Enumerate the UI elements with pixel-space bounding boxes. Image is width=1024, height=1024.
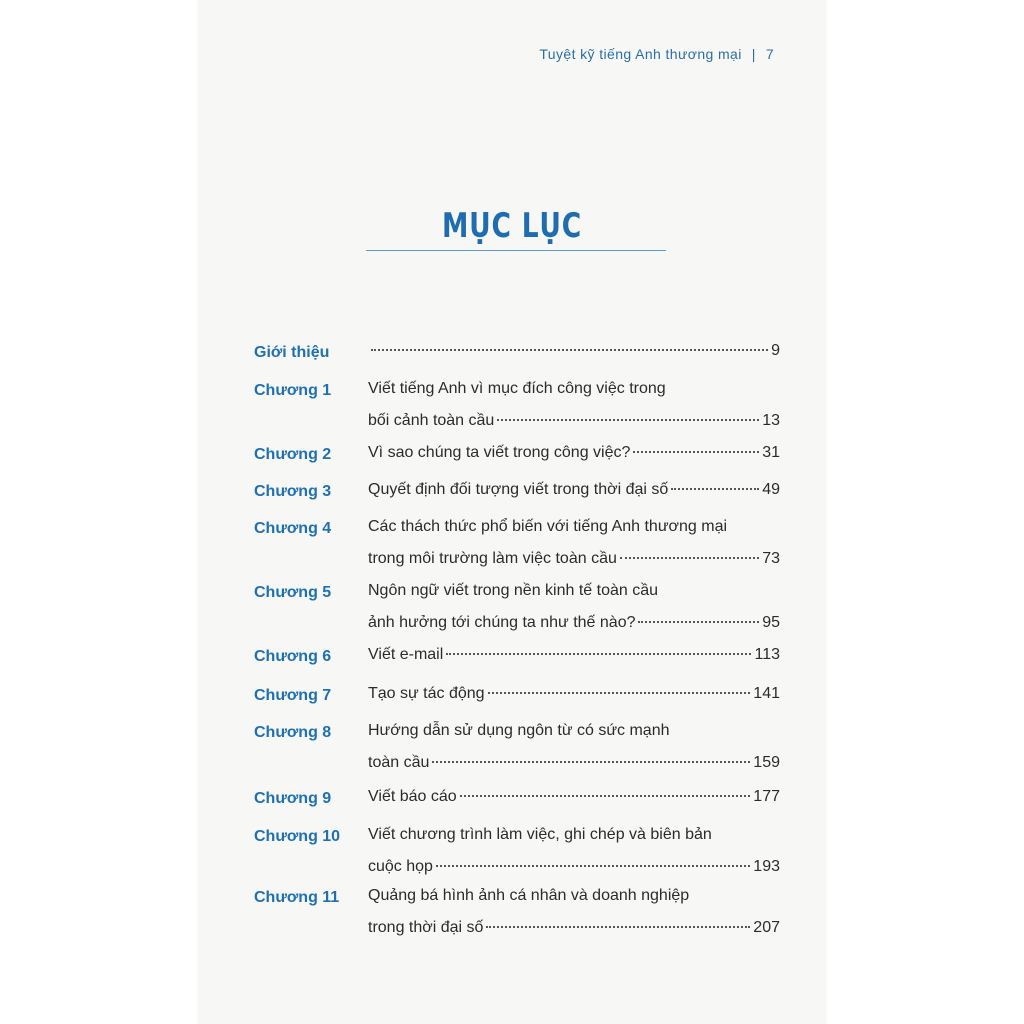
toc-entry-title: Viết e-mail: [368, 646, 444, 663]
toc-page-number: 13: [762, 412, 780, 429]
title-underline: [366, 250, 666, 251]
toc-entry-title: trong thời đại số: [368, 919, 484, 936]
dot-leader: [460, 795, 751, 797]
dot-leader: [446, 653, 751, 655]
toc-entry-title: ảnh hưởng tới chúng ta như thế nào?: [368, 614, 636, 631]
toc-page-number: 9: [771, 342, 780, 359]
toc-entry-title: Viết tiếng Anh vì mục đích công việc trong: [368, 380, 666, 397]
toc-entry-line: [368, 582, 780, 608]
toc-page-number: 113: [754, 646, 780, 663]
toc-entry-line: [368, 518, 780, 544]
toc-page-number: 159: [753, 754, 780, 771]
toc-entry-last-line: [368, 412, 780, 438]
toc-page-number: 73: [762, 550, 780, 567]
toc-page-number: 177: [753, 788, 780, 805]
toc-entry-line: [368, 380, 780, 406]
toc-entry-last-line: [368, 685, 780, 711]
toc-entry-label: Chương 11: [254, 889, 340, 906]
toc-entry-label: Chương 3: [254, 483, 332, 500]
toc-page-number: 207: [753, 919, 780, 936]
toc-entry-title: Viết báo cáo: [368, 788, 457, 805]
toc-entry-title: Quyết định đối tượng viết trong thời đại số: [368, 481, 669, 498]
toc-entry-label: Chương 7: [254, 687, 332, 704]
toc-entry-title: Vì sao chúng ta viết trong công việc?: [368, 444, 631, 461]
toc-entry-last-line: [368, 550, 780, 576]
toc-entry-last-line: [368, 614, 780, 640]
running-header: [516, 46, 774, 62]
toc-entry-last-line: [368, 858, 780, 884]
dot-leader: [371, 349, 768, 351]
header-separator: |: [751, 46, 756, 62]
toc-entry-title: trong môi trường làm việc toàn cầu: [368, 550, 617, 567]
dot-leader: [436, 865, 750, 867]
dot-leader: [620, 557, 759, 559]
toc-entry-label: Giới thiệu: [254, 344, 330, 361]
toc-entry-title: Hướng dẫn sử dụng ngôn từ có sức mạnh: [368, 722, 670, 739]
toc-entry-last-line: [368, 342, 780, 368]
dot-leader: [488, 692, 751, 694]
toc-page-number: 141: [753, 685, 780, 702]
dot-leader: [432, 761, 750, 763]
toc-entry-label: Chương 8: [254, 724, 332, 741]
toc-entry-title: bối cảnh toàn cầu: [368, 412, 495, 429]
running-title: Tuyệt kỹ tiếng Anh thương mại: [539, 46, 742, 62]
toc-entry-line: [368, 826, 780, 852]
page-number: 7: [765, 46, 774, 62]
toc-entry-title: Quảng bá hình ảnh cá nhân và doanh nghiệp: [368, 887, 690, 904]
toc-entry-label: Chương 2: [254, 446, 332, 463]
page-title: MỤC LỤC: [442, 206, 582, 246]
toc-entry-line: [368, 887, 780, 913]
toc-entry-label: Chương 5: [254, 584, 332, 601]
toc-page-number: 193: [753, 858, 780, 875]
toc-entry-label: Chương 9: [254, 790, 332, 807]
dot-leader: [638, 621, 759, 623]
toc-entry-last-line: [368, 919, 780, 945]
toc-entry-label: Chương 4: [254, 520, 332, 537]
toc-entry-line: [368, 722, 780, 748]
dot-leader: [671, 488, 759, 490]
toc-entry-title: toàn cầu: [368, 754, 430, 771]
toc-entry-last-line: [368, 754, 780, 780]
dot-leader: [633, 451, 759, 453]
toc-entry-title: Ngôn ngữ viết trong nền kinh tế toàn cầu: [368, 582, 659, 599]
book-page: [198, 0, 826, 1024]
toc-entry-title: cuộc họp: [368, 858, 433, 875]
toc-entry-title: Viết chương trình làm việc, ghi chép và biên bản: [368, 826, 712, 843]
toc-entry-last-line: [368, 444, 780, 470]
toc-page-number: 49: [762, 481, 780, 498]
toc-entry-label: Chương 10: [254, 828, 341, 845]
toc-page-number: 95: [762, 614, 780, 631]
toc-entry-last-line: [368, 788, 780, 814]
toc-entry-label: Chương 6: [254, 648, 332, 665]
toc-page-number: 31: [762, 444, 780, 461]
toc-entry-last-line: [368, 646, 780, 672]
toc-entry-title: Tạo sự tác động: [368, 685, 485, 702]
dot-leader: [486, 926, 750, 928]
dot-leader: [497, 419, 759, 421]
toc-entry-label: Chương 1: [254, 382, 332, 399]
toc-entry-last-line: [368, 481, 780, 507]
toc-entry-title: Các thách thức phổ biến với tiếng Anh thương mại: [368, 518, 728, 535]
